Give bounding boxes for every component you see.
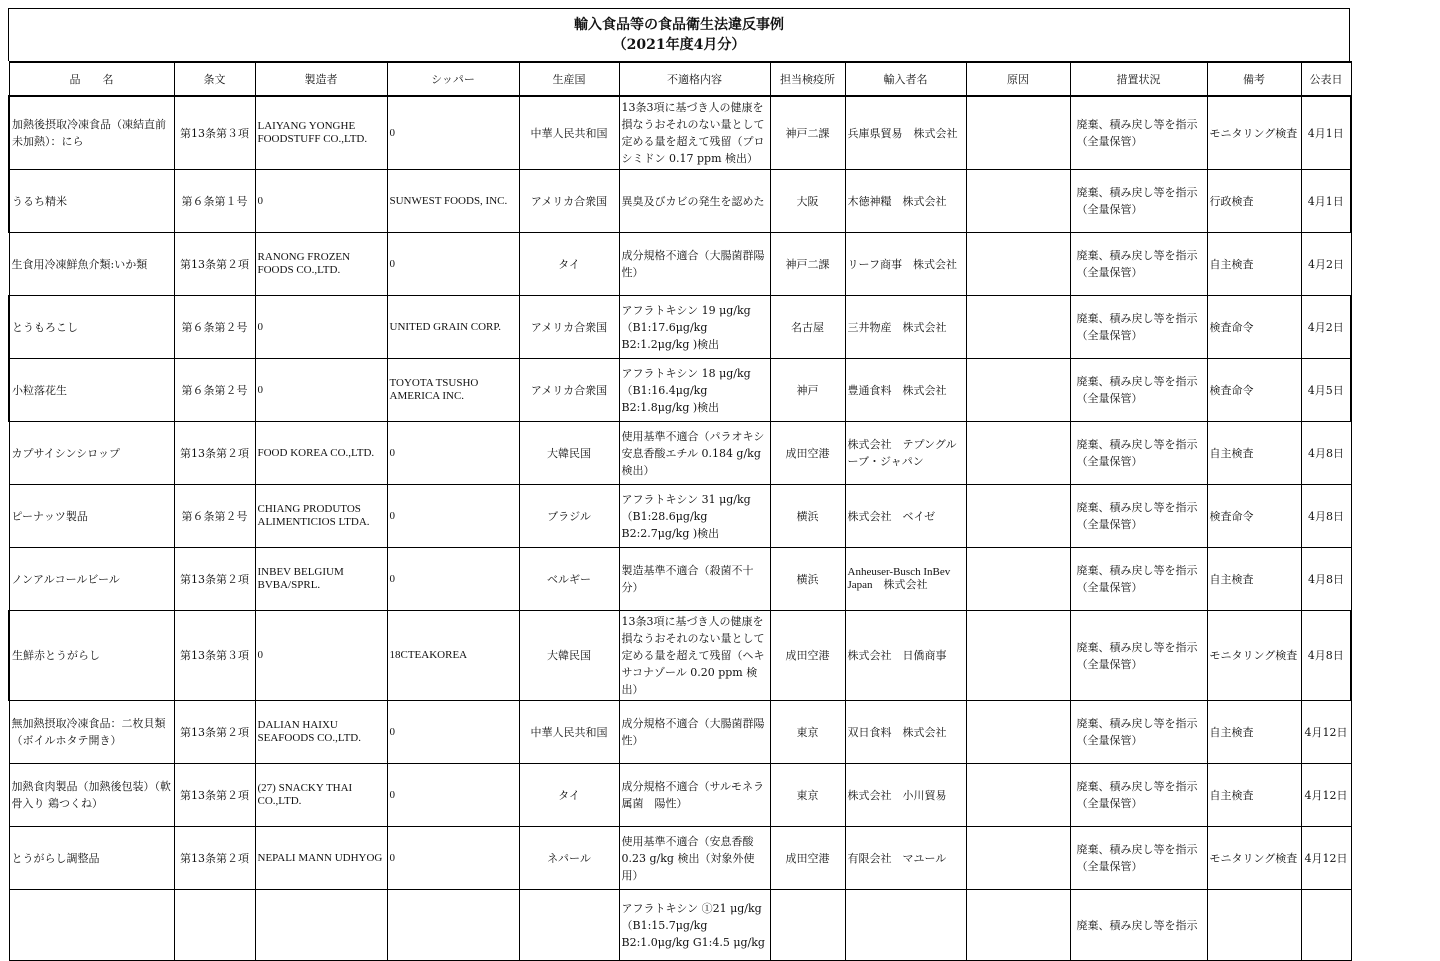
cell-date: 4月12日 — [1301, 701, 1351, 764]
cell-cause — [966, 422, 1070, 485]
cell-cause — [966, 701, 1070, 764]
cell-action: 廃棄、積み戻し等を指示（全量保管） — [1070, 296, 1207, 359]
cell-importer: リーフ商事 株式会社 — [845, 233, 966, 296]
cell-article: 第13条第３項 — [174, 96, 255, 170]
cell-station: 横浜 — [770, 548, 845, 611]
cell-country — [519, 890, 619, 961]
cell-importer: 双日食料 株式会社 — [845, 701, 966, 764]
cell-article: 第13条第２項 — [174, 548, 255, 611]
cell-violation: 成分規格不適合（大腸菌群陽性） — [619, 701, 770, 764]
cell-product: とうがらし調整品 — [9, 827, 174, 890]
col-header-remarks: 備考 — [1207, 62, 1301, 96]
cell-cause — [966, 485, 1070, 548]
cell-country: ベルギー — [519, 548, 619, 611]
cell-station: 神戸二課 — [770, 233, 845, 296]
cell-remarks: 自主検査 — [1207, 701, 1301, 764]
cell-cause — [966, 827, 1070, 890]
table-header — [9, 62, 1351, 96]
table-row — [9, 422, 1351, 485]
cell-country: 中華人民共和国 — [519, 96, 619, 170]
cell-violation: 製造基準不適合（殺菌不十分） — [619, 548, 770, 611]
cell-country: タイ — [519, 764, 619, 827]
cell-country: タイ — [519, 233, 619, 296]
cell-station: 成田空港 — [770, 422, 845, 485]
cell-product: 無加熱摂取冷凍食品：二枚貝類（ボイルホタテ開き） — [9, 701, 174, 764]
cell-maker: CHIANG PRODUTOS ALIMENTICIOS LTDA. — [255, 485, 387, 548]
col-header-action: 措置状況 — [1070, 62, 1207, 96]
cell-remarks: 検査命令 — [1207, 359, 1301, 422]
cell-article: 第６条第１号 — [174, 170, 255, 233]
cell-date — [1301, 890, 1351, 961]
cell-importer: 豊通食料 株式会社 — [845, 359, 966, 422]
cell-station: 大阪 — [770, 170, 845, 233]
cell-action: 廃棄、積み戻し等を指示（全量保管） — [1070, 701, 1207, 764]
table-body — [9, 96, 1351, 961]
cell-article — [174, 890, 255, 961]
cell-importer: 株式会社 テプングルーブ・ジャパン — [845, 422, 966, 485]
cell-shipper: 0 — [387, 422, 519, 485]
cell-importer: 有限会社 マユール — [845, 827, 966, 890]
cell-article: 第13条第２項 — [174, 422, 255, 485]
table-row — [9, 359, 1351, 422]
cell-remarks: 検査命令 — [1207, 296, 1301, 359]
cell-station: 東京 — [770, 701, 845, 764]
cell-importer: Anheuser-Busch InBev Japan 株式会社 — [845, 548, 966, 611]
cell-importer: 株式会社 ベイゼ — [845, 485, 966, 548]
col-header-importer: 輸入者名 — [845, 62, 966, 96]
cell-importer: 木徳神糧 株式会社 — [845, 170, 966, 233]
cell-violation: アフラトキシン 19 μg/kg（B1:17.6μg/kg B2:1.2μg/kg )検出 — [619, 296, 770, 359]
col-header-product: 品 名 — [9, 62, 174, 96]
table-row — [9, 233, 1351, 296]
cell-cause — [966, 296, 1070, 359]
cell-action: 廃棄、積み戻し等を指示（全量保管） — [1070, 422, 1207, 485]
cell-date: 4月12日 — [1301, 764, 1351, 827]
cell-product: うるち精米 — [9, 170, 174, 233]
violations-table — [8, 61, 1352, 961]
cell-station — [770, 890, 845, 961]
cell-shipper — [387, 890, 519, 961]
cell-maker: 0 — [255, 170, 387, 233]
cell-maker: RANONG FROZEN FOODS CO.,LTD. — [255, 233, 387, 296]
cell-remarks: モニタリング検査 — [1207, 611, 1301, 701]
cell-date: 4月2日 — [1301, 296, 1351, 359]
cell-maker: LAIYANG YONGHE FOODSTUFF CO.,LTD. — [255, 96, 387, 170]
cell-country: アメリカ合衆国 — [519, 359, 619, 422]
cell-product: 生食用冷凍鮮魚介類:いか類 — [9, 233, 174, 296]
cell-shipper: 0 — [387, 764, 519, 827]
cell-date: 4月8日 — [1301, 485, 1351, 548]
cell-importer: 兵庫県貿易 株式会社 — [845, 96, 966, 170]
cell-article: 第13条第２項 — [174, 701, 255, 764]
cell-shipper: UNITED GRAIN CORP. — [387, 296, 519, 359]
cell-maker: INBEV BELGIUM BVBA/SPRL. — [255, 548, 387, 611]
cell-cause — [966, 611, 1070, 701]
cell-product: 生鮮赤とうがらし — [9, 611, 174, 701]
cell-station: 成田空港 — [770, 611, 845, 701]
table-row — [9, 548, 1351, 611]
table-row — [9, 764, 1351, 827]
cell-remarks: 自主検査 — [1207, 764, 1301, 827]
table-row — [9, 890, 1351, 961]
cell-remarks: モニタリング検査 — [1207, 827, 1301, 890]
cell-station: 成田空港 — [770, 827, 845, 890]
cell-violation: 使用基準不適合（安息香酸 0.23 g/kg 検出（対象外使用） — [619, 827, 770, 890]
table-row — [9, 611, 1351, 701]
document-subtitle: （2021年度4月分） — [612, 37, 746, 53]
cell-article: 第13条第２項 — [174, 827, 255, 890]
cell-product: 加熱食肉製品（加熱後包装）（軟骨入り 鶏つくね） — [9, 764, 174, 827]
table-row — [9, 96, 1351, 170]
cell-maker: 0 — [255, 359, 387, 422]
cell-action: 廃棄、積み戻し等を指示 — [1070, 890, 1207, 961]
cell-country: ブラジル — [519, 485, 619, 548]
cell-action: 廃棄、積み戻し等を指示（全量保管） — [1070, 170, 1207, 233]
col-header-maker: 製造者 — [255, 62, 387, 96]
cell-article: 第13条第２項 — [174, 233, 255, 296]
cell-action: 廃棄、積み戻し等を指示（全量保管） — [1070, 827, 1207, 890]
cell-date: 4月1日 — [1301, 96, 1351, 170]
cell-action: 廃棄、積み戻し等を指示（全量保管） — [1070, 548, 1207, 611]
cell-violation: 13条3項に基づき人の健康を損なうおそれのない量として定める量を超えて残留（ヘキサコナゾール 0.20 ppm 検出） — [619, 611, 770, 701]
cell-article: 第６条第２号 — [174, 296, 255, 359]
cell-cause — [966, 233, 1070, 296]
cell-importer: 三井物産 株式会社 — [845, 296, 966, 359]
cell-violation: 異臭及びカビの発生を認めた — [619, 170, 770, 233]
cell-maker — [255, 890, 387, 961]
cell-station: 東京 — [770, 764, 845, 827]
cell-cause — [966, 764, 1070, 827]
cell-action: 廃棄、積み戻し等を指示（全量保管） — [1070, 764, 1207, 827]
cell-station: 名古屋 — [770, 296, 845, 359]
cell-action: 廃棄、積み戻し等を指示（全量保管） — [1070, 96, 1207, 170]
cell-product: カプサイシンシロップ — [9, 422, 174, 485]
cell-shipper: 0 — [387, 548, 519, 611]
cell-maker: DALIAN HAIXU SEAFOODS CO.,LTD. — [255, 701, 387, 764]
cell-country: 大韓民国 — [519, 611, 619, 701]
cell-importer — [845, 890, 966, 961]
cell-remarks: 自主検査 — [1207, 422, 1301, 485]
table-row — [9, 170, 1351, 233]
cell-date: 4月12日 — [1301, 827, 1351, 890]
cell-date: 4月2日 — [1301, 233, 1351, 296]
cell-product: ノンアルコールビール — [9, 548, 174, 611]
cell-action: 廃棄、積み戻し等を指示（全量保管） — [1070, 359, 1207, 422]
cell-shipper: SUNWEST FOODS, INC. — [387, 170, 519, 233]
cell-product — [9, 890, 174, 961]
cell-maker: (27) SNACKY THAI CO.,LTD. — [255, 764, 387, 827]
cell-remarks: モニタリング検査 — [1207, 96, 1301, 170]
cell-cause — [966, 548, 1070, 611]
cell-shipper: 0 — [387, 827, 519, 890]
cell-country: 大韓民国 — [519, 422, 619, 485]
table-row — [9, 485, 1351, 548]
cell-date: 4月8日 — [1301, 422, 1351, 485]
cell-country: 中華人民共和国 — [519, 701, 619, 764]
cell-remarks: 自主検査 — [1207, 233, 1301, 296]
col-header-shipper: シッパー — [387, 62, 519, 96]
cell-station: 神戸二課 — [770, 96, 845, 170]
cell-date: 4月8日 — [1301, 548, 1351, 611]
cell-country: アメリカ合衆国 — [519, 296, 619, 359]
col-header-cause: 原因 — [966, 62, 1070, 96]
document-title: 輸入食品等の食品衛生法違反事例 — [574, 17, 784, 33]
cell-product: 加熱後摂取冷凍食品（凍結直前未加熱）：にら — [9, 96, 174, 170]
table-row — [9, 827, 1351, 890]
cell-maker: FOOD KOREA CO.,LTD. — [255, 422, 387, 485]
cell-article: 第13条第３項 — [174, 611, 255, 701]
cell-remarks: 自主検査 — [1207, 548, 1301, 611]
cell-shipper: 0 — [387, 96, 519, 170]
document-sheet — [8, 8, 1350, 961]
cell-article: 第６条第２号 — [174, 485, 255, 548]
cell-shipper: TOYOTA TSUSHO AMERICA INC. — [387, 359, 519, 422]
cell-cause — [966, 170, 1070, 233]
cell-action: 廃棄、積み戻し等を指示（全量保管） — [1070, 233, 1207, 296]
cell-violation: 成分規格不適合（大腸菌群陽性） — [619, 233, 770, 296]
cell-station: 横浜 — [770, 485, 845, 548]
cell-shipper: 18CTEAKOREA — [387, 611, 519, 701]
cell-violation: アフラトキシン 18 μg/kg（B1:16.4μg/kg B2:1.8μg/kg )検出 — [619, 359, 770, 422]
cell-action: 廃棄、積み戻し等を指示（全量保管） — [1070, 611, 1207, 701]
cell-violation: 使用基準不適合（パラオキシ安息香酸エチル 0.184 g/kg 検出） — [619, 422, 770, 485]
cell-product: とうもろこし — [9, 296, 174, 359]
cell-shipper: 0 — [387, 233, 519, 296]
cell-violation: アフラトキシン 31 μg/kg（B1:28.6μg/kg B2:2.7μg/kg )検出 — [619, 485, 770, 548]
cell-shipper: 0 — [387, 485, 519, 548]
cell-maker: NEPALI MANN UDHYOG — [255, 827, 387, 890]
cell-shipper: 0 — [387, 701, 519, 764]
cell-remarks — [1207, 890, 1301, 961]
cell-product: 小粒落花生 — [9, 359, 174, 422]
cell-action: 廃棄、積み戻し等を指示（全量保管） — [1070, 485, 1207, 548]
cell-station: 神戸 — [770, 359, 845, 422]
cell-article: 第６条第２号 — [174, 359, 255, 422]
cell-violation: 13条3項に基づき人の健康を損なうおそれのない量として定める量を超えて残留（プロシミドン 0.17 ppm 検出） — [619, 96, 770, 170]
cell-product: ピーナッツ製品 — [9, 485, 174, 548]
cell-remarks: 行政検査 — [1207, 170, 1301, 233]
cell-date: 4月8日 — [1301, 611, 1351, 701]
col-header-article: 条文 — [174, 62, 255, 96]
cell-country: ネパール — [519, 827, 619, 890]
col-header-station: 担当検疫所 — [770, 62, 845, 96]
cell-importer: 株式会社 日僑商事 — [845, 611, 966, 701]
cell-date: 4月5日 — [1301, 359, 1351, 422]
cell-date: 4月1日 — [1301, 170, 1351, 233]
col-header-country: 生産国 — [519, 62, 619, 96]
cell-cause — [966, 96, 1070, 170]
cell-remarks: 検査命令 — [1207, 485, 1301, 548]
col-header-violation: 不適格内容 — [619, 62, 770, 96]
cell-importer: 株式会社 小川貿易 — [845, 764, 966, 827]
cell-violation: 成分規格不適合（サルモネラ属菌 陽性） — [619, 764, 770, 827]
cell-country: アメリカ合衆国 — [519, 170, 619, 233]
table-row — [9, 296, 1351, 359]
cell-cause — [966, 890, 1070, 961]
cell-violation: アフラトキシン ①21 μg/kg（B1:15.7μg/kg B2:1.0μg/kg G1:4.5 μg/kg — [619, 890, 770, 961]
cell-maker: 0 — [255, 611, 387, 701]
cell-cause — [966, 359, 1070, 422]
document-header — [8, 8, 1350, 61]
cell-article: 第13条第２項 — [174, 764, 255, 827]
col-header-date: 公表日 — [1301, 62, 1351, 96]
table-row — [9, 701, 1351, 764]
cell-maker: 0 — [255, 296, 387, 359]
